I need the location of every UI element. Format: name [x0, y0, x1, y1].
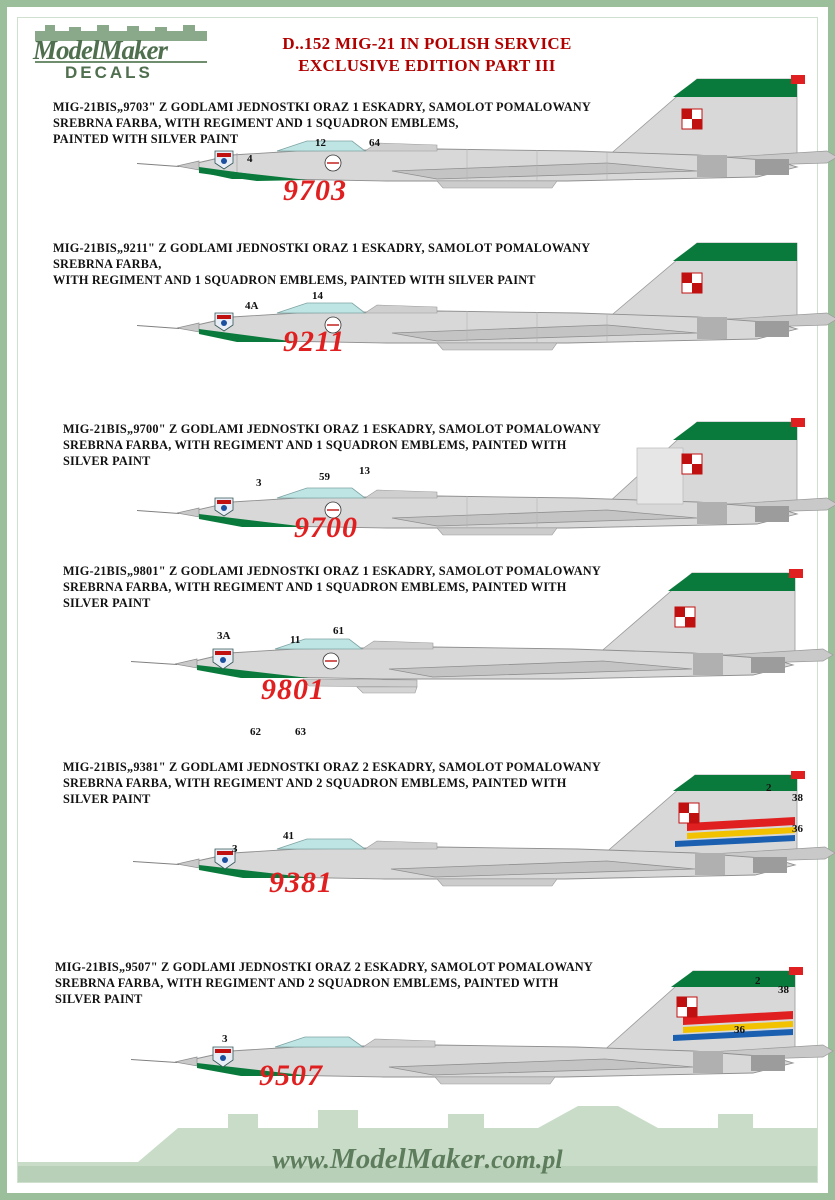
caption-line: SILVER PAINT: [55, 992, 143, 1006]
serial-number-9507: 9507: [259, 1059, 323, 1092]
mig21-side-view: [137, 229, 835, 389]
serial-number-9211: 9211: [283, 325, 346, 358]
callout-63: 63: [295, 726, 306, 738]
brand-subtitle: DECALS: [65, 63, 153, 82]
mig21-side-view: [137, 67, 835, 227]
caption-line: SREBRNA FARBA,: [53, 257, 162, 271]
aircraft-profile-9507: [117, 955, 817, 1105]
caption-line: MIG-21BIS„9801" Z GODLAMI JEDNOSTKI ORAZ 1 ESKADRY, SAMOLOT POMALOWANY: [63, 564, 601, 578]
caption-line: SREBRNA FARBA, WITH REGIMENT AND 1 SQUADRON EMBLEMS, PAINTED WITH: [63, 438, 567, 452]
caption-line: MIG-21BIS„9211" Z GODLAMI JEDNOSTKI ORAZ 1 ESKADRY, SAMOLOT POMALOWANY: [53, 241, 591, 255]
callout-14: 14: [312, 290, 323, 302]
caption-line: MIG-21BIS„9703" Z GODLAMI JEDNOSTKI ORAZ 1 ESKADRY, SAMOLOT POMALOWANY: [53, 100, 591, 114]
title-line-2: EXCLUSIVE EDITION PART III: [298, 56, 556, 75]
callout-36: 36: [734, 1024, 745, 1036]
title-line-1: D..152 MIG-21 IN POLISH SERVICE: [282, 34, 572, 53]
callout-11: 11: [290, 634, 301, 646]
callout-4A: 4A: [245, 300, 259, 312]
serial-number-9381: 9381: [269, 866, 333, 899]
callout-3: 3: [232, 843, 238, 855]
caption-line: SILVER PAINT: [63, 454, 151, 468]
mig21-side-view: [127, 757, 835, 927]
caption-line: MIG-21BIS„9381" Z GODLAMI JEDNOSTKI ORAZ 2 ESKADRY, SAMOLOT POMALOWANY: [63, 760, 601, 774]
caption-line: SILVER PAINT: [63, 596, 151, 610]
serial-number-9700: 9700: [294, 511, 358, 544]
serial-number-9801: 9801: [261, 673, 325, 706]
callout-3A: 3A: [217, 630, 231, 642]
aircraft-profile-9381: [127, 757, 827, 907]
callout-2: 2: [755, 975, 761, 987]
aircraft-profile-9700: [137, 412, 835, 562]
footer: [18, 1092, 817, 1182]
callout-4: 4: [247, 153, 253, 165]
aircraft-profile-9211: [137, 229, 835, 379]
caption-line: SREBRNA FARBA, WITH REGIMENT AND 1 SQUADRON EMBLEMS, PAINTED WITH: [63, 580, 567, 594]
callout-64: 64: [369, 137, 380, 149]
brand-name: ModelMaker: [33, 35, 167, 65]
callout-62: 62: [250, 726, 261, 738]
callout-61: 61: [333, 625, 344, 637]
squadron-emblem: [323, 653, 339, 669]
mig21-side-view: [137, 412, 835, 572]
serial-number-9703: 9703: [283, 174, 347, 207]
website-url: www.ModelMaker.com.pl: [272, 1143, 563, 1175]
polish-checkerboard: [682, 273, 702, 293]
callout-13: 13: [359, 465, 370, 477]
polish-checkerboard: [682, 454, 702, 474]
polish-checkerboard: [677, 997, 697, 1017]
polish-checkerboard: [679, 803, 699, 823]
mig21-side-view: [117, 559, 835, 729]
aircraft-profile-9703: [137, 67, 835, 217]
caption-line: SREBRNA FARBA, WITH REGIMENT AND 1 SQUADRON EMBLEMS,: [53, 116, 459, 130]
squadron-emblem: [325, 155, 341, 171]
caption-line: SILVER PAINT: [63, 792, 151, 806]
callout-38: 38: [778, 984, 789, 996]
polish-checkerboard: [682, 109, 702, 129]
callout-41: 41: [283, 830, 294, 842]
callout-38: 38: [792, 792, 803, 804]
callout-59: 59: [319, 471, 330, 483]
callout-12: 12: [315, 137, 326, 149]
caption-line: MIG-21BIS„9507" Z GODLAMI JEDNOSTKI ORAZ 2 ESKADRY, SAMOLOT POMALOWANY: [55, 960, 593, 974]
caption-line: PAINTED WITH SILVER PAINT: [53, 132, 239, 146]
caption-line: MIG-21BIS„9700" Z GODLAMI JEDNOSTKI ORAZ 1 ESKADRY, SAMOLOT POMALOWANY: [63, 422, 601, 436]
polish-checkerboard: [675, 607, 695, 627]
callout-3: 3: [222, 1033, 228, 1045]
callout-36: 36: [792, 823, 803, 835]
callout-3: 3: [256, 477, 262, 489]
callout-2: 2: [766, 782, 772, 794]
caption-line: SREBRNA FARBA, WITH REGIMENT AND 2 SQUADRON EMBLEMS, PAINTED WITH: [63, 776, 567, 790]
caption-line: WITH REGIMENT AND 1 SQUADRON EMBLEMS, PAINTED WITH SILVER PAINT: [53, 273, 536, 287]
caption-line: SREBRNA FARBA, WITH REGIMENT AND 2 SQUADRON EMBLEMS, PAINTED WITH: [55, 976, 559, 990]
